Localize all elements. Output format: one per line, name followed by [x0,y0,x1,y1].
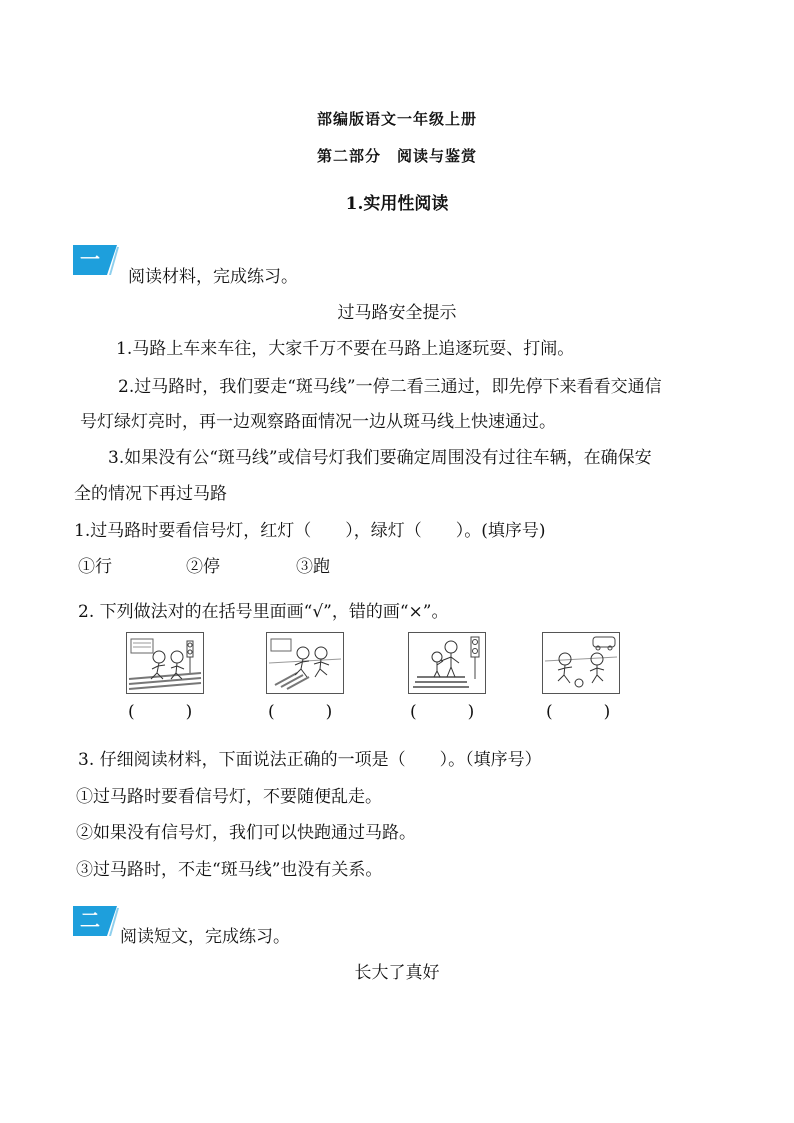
part-two-instruction: 阅读短文，完成练习。 [120,927,290,947]
passage-title: 过马路安全提示 [337,303,457,323]
section-heading: 1.实用性阅读 [345,194,449,214]
passage-paragraph-3: 3.如果没有公“斑马线”或信号灯我们要确定周围没有过往车辆，在确保安 [108,448,652,468]
answer-blank-1[interactable]: ( ) [128,702,193,722]
part-one-instruction: 阅读材料，完成练习。 [128,267,298,287]
question-3-option-b: ②如果没有信号灯，我们可以快跑通过马路。 [76,823,416,843]
answer-blank-2[interactable]: ( ) [268,702,333,722]
passage-paragraph-2-cont: 号灯绿灯亮时，再一边观察路面情况一边从斑马线上快速通过。 [80,412,556,432]
passage-paragraph-3-cont: 全的情况下再过马路 [74,484,227,504]
question-1-option-c: ③跑 [296,557,330,577]
kids-playing-ball-on-road-picture [542,632,620,694]
kids-running-at-crosswalk-picture [126,632,204,694]
part-heading: 第二部分 阅读与鉴赏 [316,147,477,165]
section-two-badge-label: 二 [80,908,100,932]
question-3-option-a: ①过马路时要看信号灯，不要随便乱走。 [76,787,382,807]
section-one-badge-label: 一 [80,247,100,271]
question-3-option-c: ③过马路时，不走“斑马线”也没有关系。 [76,860,383,880]
document-title: 部编版语文一年级上册 [316,110,477,128]
passage-paragraph-2: 2.过马路时，我们要走“斑马线”一停二看三通过，即先停下来看看交通信 [118,377,662,397]
question-3: 3. 仔细阅读材料，下面说法正确的一项是（ ）。（填序号） [78,750,542,770]
passage-two-title: 长大了真好 [354,963,440,983]
section-one-badge [73,245,117,275]
question-1-option-a: ①行 [78,557,112,577]
elder-with-child-crossing-picture [408,632,486,694]
section-two-badge [73,906,117,936]
answer-blank-3[interactable]: ( ) [410,702,475,722]
question-1: 1.过马路时要看信号灯，红灯（ ），绿灯（ ）。(填序号) [74,521,546,541]
question-1-option-b: ②停 [186,557,220,577]
question-2: 2. 下列做法对的在括号里面画“√”，错的画“×”。 [78,602,449,622]
kids-running-near-crosswalk-picture [266,632,344,694]
passage-paragraph-1: 1.马路上车来车往，大家千万不要在马路上追逐玩耍、打闹。 [116,339,575,359]
answer-blank-4[interactable]: ( ) [546,702,611,722]
